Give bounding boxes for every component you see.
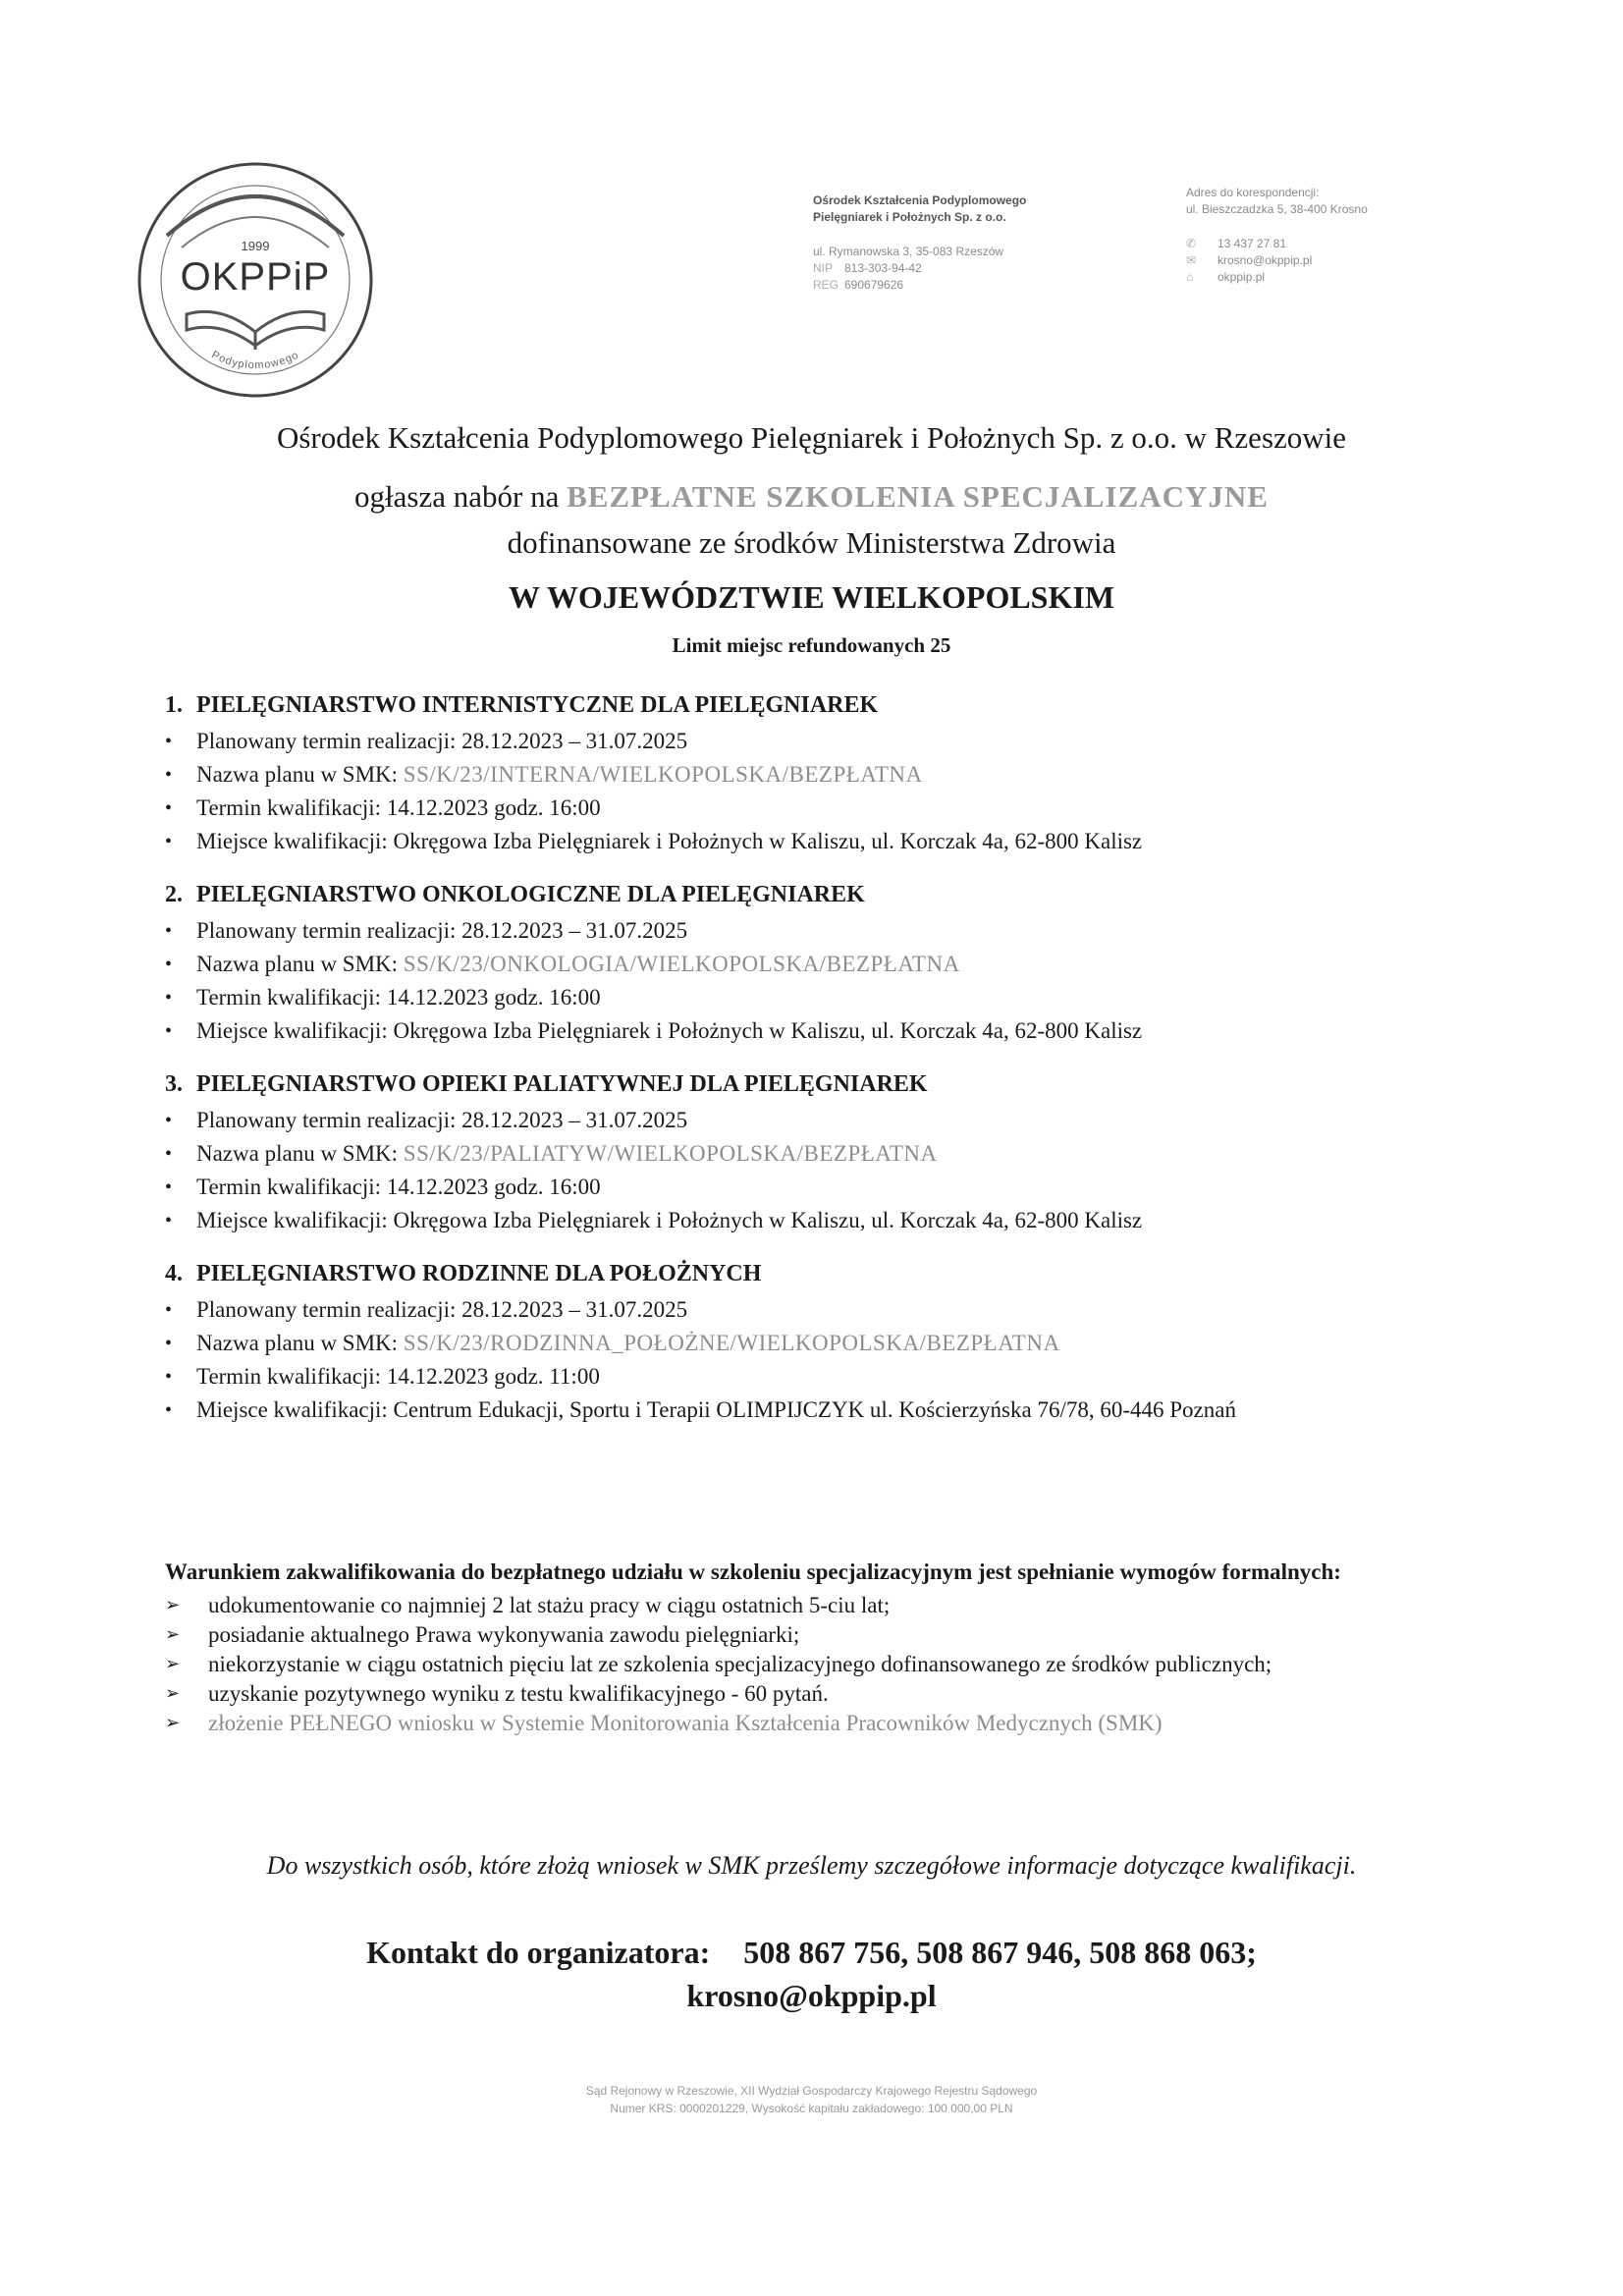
contact-phones: 508 867 756, 508 867 946, 508 868 063;	[743, 1935, 1257, 1970]
bullet-icon	[165, 914, 196, 948]
footer	[0, 2082, 1623, 2117]
bullet-icon	[165, 1293, 196, 1327]
correspondence-address: ul. Bieszczadzka 5, 38-400 Krosno	[1186, 202, 1368, 216]
correspondence-email[interactable]: krosno@okppip.pl	[1217, 253, 1313, 267]
phone-icon: ✆	[1186, 237, 1197, 250]
requirements-list	[165, 1591, 1481, 1738]
correspondence-info	[1186, 185, 1368, 286]
logo-name: OKPPiP	[180, 255, 331, 299]
list-item: ➢ niekorzystanie w ciągu ostatnich pięciu lat ze szkolenia specjalizacyjnego dofinansowanego ze środków publicznych;	[165, 1650, 1481, 1679]
bullet-icon	[165, 1137, 196, 1171]
course-plan: • Nazwa planu w SMK: SS/K/23/ONKOLOGIA/WIELKOPOLSKA/BEZPŁATNA	[165, 948, 1471, 981]
arrow-bullet-icon: ➢	[165, 1624, 181, 1645]
company-name-1: Ośrodek Kształcenia Podyplomowego	[813, 193, 1027, 207]
course-qualification-place: • Miejsce kwalifikacji: Okręgowa Izba Pielęgniarek i Położnych w Kaliszu, ul. Korczak 4a, 62-800 Kalisz	[165, 825, 1471, 858]
course-qualification-place: • Miejsce kwalifikacji: Okręgowa Izba Pielęgniarek i Położnych w Kaliszu, ul. Korczak 4a, 62-800 Kalisz	[165, 1014, 1471, 1048]
bullet-icon	[165, 758, 196, 792]
list-item: ➢ uzyskanie pozytywnego wyniku z testu kwalifikacyjnego - 60 pytań.	[165, 1679, 1481, 1709]
course-sections	[165, 692, 1471, 1450]
course-title: 3. PIELĘGNIARSTWO OPIEKI PALIATYWNEJ DLA PIELĘGNIAREK	[165, 1071, 928, 1097]
company-nip: 813-303-94-42	[844, 261, 922, 275]
info-note: Do wszystkich osób, które złożą wniosek w SMK prześlemy szczegółowe informacje dotyczące kwalifikacji.	[266, 1851, 1357, 1880]
contact-block	[0, 1931, 1623, 2017]
company-address: ul. Rymanowska 3, 35-083 Rzeszów	[813, 245, 1004, 258]
course-plan: • Nazwa planu w SMK: SS/K/23/INTERNA/WIELKOPOLSKA/BEZPŁATNA	[165, 758, 1471, 792]
course-section-3	[165, 1071, 1471, 1237]
correspondence-phone: 13 437 27 81	[1217, 237, 1287, 250]
bullet-icon	[165, 1204, 196, 1237]
bullet-icon	[165, 1327, 196, 1360]
svg-text:Podyplomowego: Podyplomowego	[209, 349, 301, 372]
title-line-3: dofinansowane ze środków Ministerstwa Zdrowia	[507, 525, 1116, 560]
bullet-icon	[165, 1014, 196, 1048]
course-term: • Planowany termin realizacji: 28.12.2023 – 31.07.2025	[165, 914, 1471, 948]
arrow-bullet-icon: ➢	[165, 1654, 181, 1674]
course-section-1	[165, 692, 1471, 858]
bullet-icon	[165, 1394, 196, 1427]
course-plan: • Nazwa planu w SMK: SS/K/23/PALIATYW/WIELKOPOLSKA/BEZPŁATNA	[165, 1137, 1471, 1171]
list-item: ➢ udokumentowanie co najmniej 2 lat stażu pracy w ciągu ostatnich 5-ciu lat;	[165, 1591, 1481, 1620]
course-qualification-place: • Miejsce kwalifikacji: Centrum Edukacji, Sportu i Terapii OLIMPIJCZYK ul. Kościerzyńska 76/78, 60-446 Poznań	[165, 1394, 1471, 1427]
title-highlight: BEZPŁATNE SZKOLENIA SPECJALIZACYJNE	[567, 479, 1269, 514]
bullet-icon	[165, 948, 196, 981]
arrow-bullet-icon: ➢	[165, 1683, 181, 1704]
course-term: • Planowany termin realizacji: 28.12.2023 – 31.07.2025	[165, 1293, 1471, 1327]
bullet-icon	[165, 981, 196, 1014]
arrow-bullet-icon: ➢	[165, 1713, 181, 1733]
course-plan: • Nazwa planu w SMK: SS/K/23/RODZINNA_POŁOŻNE/WIELKOPOLSKA/BEZPŁATNA	[165, 1327, 1471, 1360]
logo-year: 1999	[241, 239, 270, 253]
course-title: 1. PIELĘGNIARSTWO INTERNISTYCZNE DLA PIELĘGNIAREK	[165, 692, 879, 718]
title-line-2	[0, 479, 1623, 515]
course-qualification-place: • Miejsce kwalifikacji: Okręgowa Izba Pielęgniarek i Położnych w Kaliszu, ul. Korczak 4a, 62-800 Kalisz	[165, 1204, 1471, 1237]
footer-line-1: Sąd Rejonowy w Rzeszowie, XII Wydział Gospodarczy Krajowego Rejestru Sądowego	[585, 2084, 1038, 2098]
requirements	[165, 1558, 1481, 1738]
course-section-4	[165, 1261, 1471, 1427]
title-line-2-prefix: ogłasza nabór na	[354, 479, 560, 514]
region-heading: W WOJEWÓDZTWIE WIELKOPOLSKIM	[508, 579, 1115, 615]
course-qualification-date: • Termin kwalifikacji: 14.12.2023 godz. 16:00	[165, 981, 1471, 1014]
email-icon: ✉	[1186, 253, 1197, 267]
course-title: 4. PIELĘGNIARSTWO RODZINNE DLA POŁOŻNYCH	[165, 1261, 762, 1286]
course-section-2	[165, 882, 1471, 1048]
bullet-icon	[165, 1360, 196, 1394]
footer-line-2: Numer KRS: 0000201229, Wysokość kapitału zakładowego: 100 000,00 PLN	[610, 2102, 1013, 2115]
correspondence-web[interactable]: okppip.pl	[1217, 270, 1266, 284]
bullet-icon	[165, 792, 196, 825]
bullet-icon	[165, 825, 196, 858]
bullet-icon	[165, 1104, 196, 1137]
list-item: ➢ złożenie PEŁNEGO wniosku w Systemie Monitorowania Kształcenia Pracowników Medycznych (SMK)	[165, 1709, 1481, 1738]
course-term: • Planowany termin realizacji: 28.12.2023 – 31.07.2025	[165, 1104, 1471, 1137]
company-name-2: Pielęgniarek i Położnych Sp. z o.o.	[813, 210, 1006, 224]
bullet-icon	[165, 1171, 196, 1204]
course-qualification-date: • Termin kwalifikacji: 14.12.2023 godz. 16:00	[165, 1171, 1471, 1204]
course-title: 2. PIELĘGNIARSTWO ONKOLOGICZNE DLA PIELĘGNIAREK	[165, 882, 865, 907]
correspondence-label: Adres do korespondencji:	[1186, 186, 1320, 199]
contact-email[interactable]: krosno@okppip.pl	[686, 1978, 937, 2013]
requirements-heading: Warunkiem zakwalifikowania do bezpłatnego udziału w szkoleniu specjalizacyjnym jest spełnianie wymogów formalnych:	[165, 1559, 1341, 1584]
bullet-icon	[165, 725, 196, 758]
arrow-bullet-icon: ➢	[165, 1595, 181, 1615]
company-regon: 690679626	[844, 278, 904, 292]
course-term: • Planowany termin realizacji: 28.12.2023 – 31.07.2025	[165, 725, 1471, 758]
course-qualification-date: • Termin kwalifikacji: 14.12.2023 godz. 11:00	[165, 1360, 1471, 1394]
company-info: Ośrodek Kształcenia Podyplomowego Pielęgniarek i Położnych Sp. z o.o. ul. Rymanowska 3, 35-083 Rzeszów NIP 813-303-94-42 REG 690679626	[813, 193, 1027, 292]
list-item: ➢ posiadanie aktualnego Prawa wykonywania zawodu pielęgniarki;	[165, 1620, 1481, 1650]
seat-limit: Limit miejsc refundowanych 25	[672, 633, 951, 657]
contact-label: Kontakt do organizatora:	[366, 1935, 711, 1970]
title-line-1: Ośrodek Kształcenia Podyplomowego Pielęgniarek i Położnych Sp. z o.o. w Rzeszowie	[276, 420, 1347, 455]
okppip-logo	[128, 157, 383, 403]
web-icon: ⌂	[1186, 270, 1194, 284]
course-qualification-date: • Termin kwalifikacji: 14.12.2023 godz. 16:00	[165, 792, 1471, 825]
